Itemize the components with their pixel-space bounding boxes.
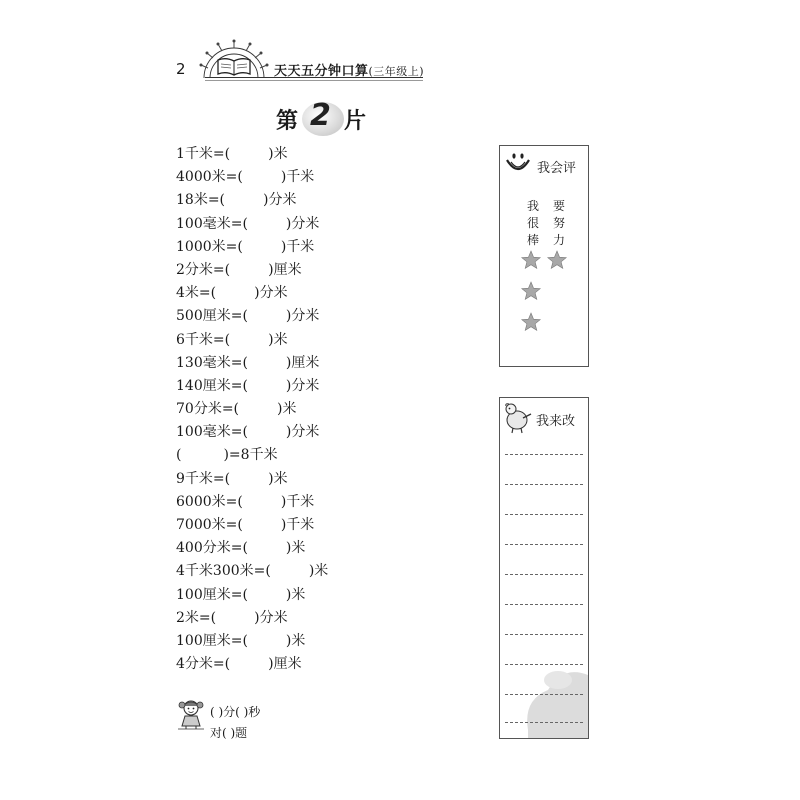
exercise-question: 18米=( — [176, 192, 226, 209]
exercise-item — [176, 352, 328, 375]
exercise-question: 100毫米=( — [176, 424, 248, 441]
sheep-mascot-icon — [503, 402, 533, 434]
exercise-item — [176, 491, 328, 514]
lesson-title-prefix: 第 — [276, 108, 299, 134]
exercise-unit: )千米 — [280, 238, 315, 255]
exercise-question: 70分米=( — [176, 401, 240, 418]
exercise-question: 130毫米=( — [176, 354, 248, 371]
correction-line[interactable] — [505, 604, 583, 605]
correction-line[interactable] — [505, 664, 583, 665]
correction-line[interactable] — [505, 454, 583, 455]
correct-count-field: 对( )题 — [210, 726, 248, 740]
correction-panel — [499, 397, 589, 739]
lesson-title — [276, 100, 386, 140]
exercise-unit: )分米 — [254, 609, 288, 626]
book-sunburst-icon — [196, 38, 272, 82]
star-icon[interactable] — [547, 250, 567, 270]
exercise-item — [176, 444, 328, 467]
exercise-unit: )分米 — [285, 377, 320, 394]
self-eval-title: 我会评 — [537, 161, 577, 176]
exercise-item — [176, 398, 328, 421]
correction-line[interactable] — [505, 514, 583, 515]
exercise-item — [176, 305, 328, 328]
exercise-item — [176, 421, 328, 444]
exercise-item — [176, 329, 328, 352]
exercise-item — [176, 282, 328, 305]
star-icon[interactable] — [521, 312, 541, 332]
correction-line[interactable] — [505, 544, 583, 545]
rating-label-great: 我很棒 — [526, 199, 539, 247]
correction-line[interactable] — [505, 574, 583, 575]
exercise-item — [176, 630, 328, 653]
exercise-question: 9千米=( — [176, 470, 231, 487]
exercise-item — [176, 189, 328, 212]
decorative-blob — [518, 660, 589, 739]
book-title-main: 天天五分钟口算 — [274, 64, 369, 79]
exercise-question: 2米=( — [176, 609, 217, 626]
girl-mascot-icon — [176, 698, 206, 730]
book-title-grade: (三年级上) — [368, 65, 425, 78]
self-eval-panel — [499, 145, 589, 367]
exercise-question: 100毫米=( — [176, 215, 248, 232]
exercise-unit: )分米 — [285, 215, 320, 232]
exercise-unit: )米 — [285, 632, 306, 649]
exercise-unit: )米 — [308, 563, 329, 580]
correction-line[interactable] — [505, 484, 583, 485]
lesson-title-suffix: 片 — [344, 108, 367, 134]
exercise-item — [176, 584, 328, 607]
exercise-item — [176, 143, 328, 166]
exercise-unit: )分米 — [285, 308, 320, 325]
exercise-unit: )千米 — [280, 517, 315, 533]
exercise-question: 500厘米=( — [176, 308, 248, 325]
correction-line[interactable] — [505, 694, 583, 695]
exercise-item — [176, 537, 328, 560]
exercise-question: 100厘米=( — [176, 586, 248, 603]
exercise-unit: )米 — [285, 540, 306, 557]
exercise-question: 2分米=( — [176, 261, 231, 278]
exercise-item — [176, 560, 328, 583]
exercise-question: 6千米=( — [176, 331, 231, 348]
exercise-item — [176, 166, 328, 189]
star-icon[interactable] — [521, 250, 541, 270]
exercise-unit: )千米 — [280, 169, 315, 186]
exercise-question: 140厘米=( — [176, 377, 248, 394]
exercise-item — [176, 236, 328, 259]
exercise-question: 6000米=( — [176, 493, 243, 510]
exercise-unit: )米 — [268, 331, 288, 348]
exercise-item — [176, 468, 328, 491]
smiley-icon — [504, 152, 532, 174]
exercise-item — [176, 607, 328, 630]
exercise-unit: )米 — [268, 146, 288, 162]
exercise-question: 400分米=( — [176, 540, 248, 557]
exercise-unit: )分米 — [285, 424, 320, 441]
exercise-question: 4米=( — [176, 285, 217, 302]
exercise-question: 4千米300米=( — [176, 563, 271, 580]
exercise-item — [176, 213, 328, 236]
exercise-question: 1千米=( — [176, 146, 231, 162]
exercise-unit: )分米 — [263, 192, 297, 209]
header-rule-thin — [205, 80, 423, 81]
exercise-unit: )分米 — [254, 285, 288, 302]
exercise-item — [176, 653, 328, 676]
exercise-item — [176, 259, 328, 282]
exercise-unit: )千米 — [280, 493, 315, 510]
exercise-unit: )米 — [285, 586, 306, 603]
correction-title: 我来改 — [536, 414, 576, 429]
exercise-item — [176, 375, 328, 398]
exercise-unit: )厘米 — [285, 354, 320, 371]
lesson-number: 2 — [310, 98, 331, 133]
exercise-question: 4000米=( — [176, 169, 243, 186]
exercise-unit: )米 — [277, 401, 297, 418]
page-number: 2 — [176, 60, 186, 78]
exercise-question: 7000米=( — [176, 517, 243, 533]
exercise-question: 100厘米=( — [176, 632, 248, 649]
exercise-unit: )米 — [268, 470, 288, 487]
exercise-question: ( — [176, 447, 182, 464]
exercise-question: 4分米=( — [176, 656, 231, 673]
exercise-question: 1000米=( — [176, 238, 243, 255]
correction-line[interactable] — [505, 634, 583, 635]
rating-label-try-harder: 要努力 — [552, 199, 565, 247]
exercise-unit: )厘米 — [268, 656, 302, 673]
header-rule — [205, 77, 423, 78]
exercise-unit: )=8千米 — [223, 447, 278, 464]
star-icon[interactable] — [521, 281, 541, 301]
exercise-list — [176, 143, 328, 676]
exercise-unit: )厘米 — [268, 261, 302, 278]
correction-line[interactable] — [505, 722, 583, 723]
exercise-item — [176, 514, 328, 537]
time-taken-field: ( )分( )秒 — [210, 705, 261, 719]
